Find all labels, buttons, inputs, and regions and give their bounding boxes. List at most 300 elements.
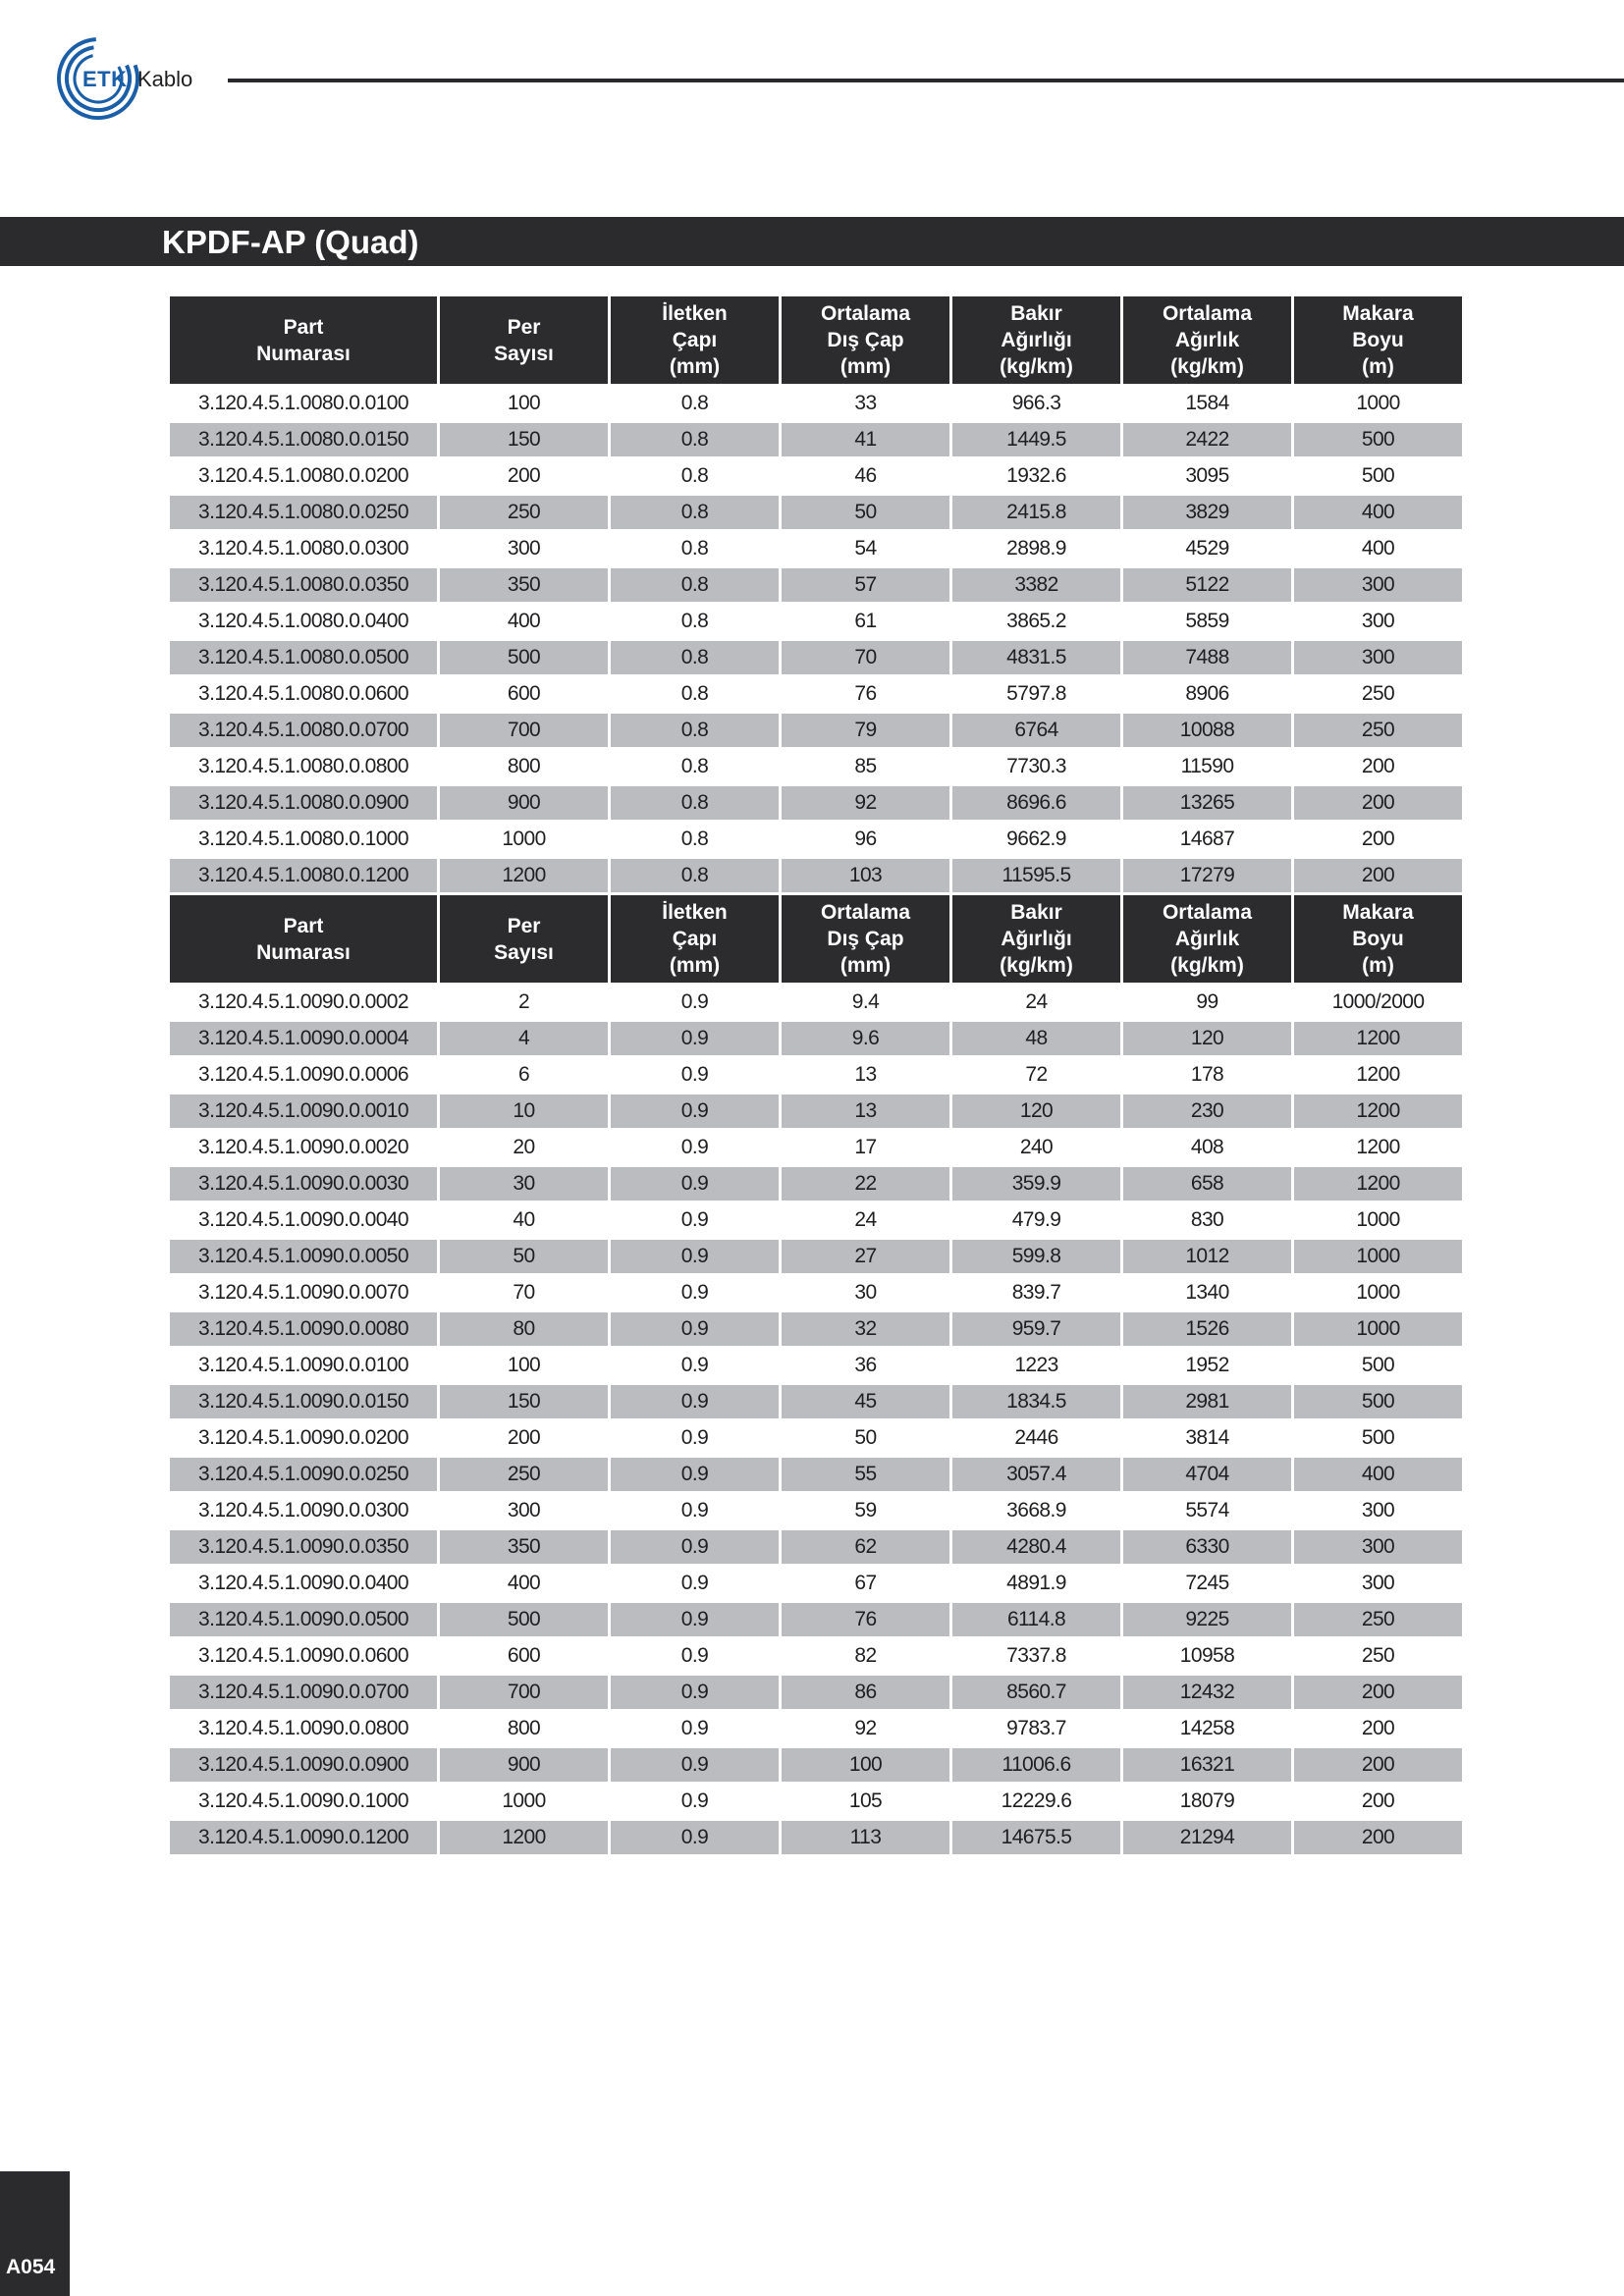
- table-cell: 1000: [1356, 1208, 1400, 1231]
- table-cell: 3057.4: [952, 1458, 1120, 1491]
- table-cell: 100: [507, 1354, 541, 1376]
- table-cell: 0.9: [611, 1603, 779, 1636]
- table-cell: 800: [507, 1717, 541, 1739]
- table-cell: 2415.8: [952, 496, 1120, 529]
- table-cell: 200: [507, 1426, 541, 1449]
- table-cell: 658: [1123, 1167, 1291, 1201]
- table-cell: 59: [854, 1499, 877, 1522]
- table-row: [170, 423, 1462, 456]
- table-cell: 3.120.4.5.1.0080.0.0200: [198, 464, 408, 487]
- brand-kablo: Kablo: [137, 67, 193, 91]
- table-cell: 600: [507, 1644, 541, 1667]
- table-row: [170, 1276, 1462, 1309]
- table-cell: 62: [782, 1530, 949, 1564]
- table-cell: 10958: [1179, 1644, 1235, 1667]
- table-cell: 240: [1019, 1136, 1054, 1158]
- table-cell: 350: [440, 1530, 608, 1564]
- table-cell: 36: [854, 1354, 877, 1376]
- table-cell: 10: [440, 1095, 608, 1128]
- table-row: [170, 750, 1462, 783]
- table-cell: 8906: [1185, 682, 1229, 705]
- table-cell: 3865.2: [1006, 610, 1066, 632]
- table-cell: 3.120.4.5.1.0090.0.0900: [170, 1748, 437, 1782]
- table-cell: 1952: [1185, 1354, 1229, 1376]
- table-cell: 33: [854, 392, 877, 414]
- table-cell: 0.9: [680, 1499, 709, 1522]
- table-cell: 900: [440, 786, 608, 820]
- table-cell: 0.9: [680, 1063, 709, 1086]
- table-cell: 2446: [1014, 1426, 1058, 1449]
- table-header-row: [170, 895, 1462, 983]
- table-cell: 3.120.4.5.1.0080.0.0600: [198, 682, 408, 705]
- table-row: [170, 1240, 1462, 1273]
- table-cell: 966.3: [1011, 392, 1061, 414]
- table-cell: 3.120.4.5.1.0090.0.1000: [198, 1789, 408, 1812]
- table-cell: 830: [1190, 1208, 1224, 1231]
- table-cell: 100: [782, 1748, 949, 1782]
- table-cell: 1200: [1294, 1167, 1462, 1201]
- table-cell: 22: [782, 1167, 949, 1201]
- table-cell: 3.120.4.5.1.0080.0.0250: [170, 496, 437, 529]
- table-cell: 0.9: [680, 990, 709, 1013]
- table-cell: 70: [782, 641, 949, 674]
- column-header-line: (mm): [839, 355, 892, 378]
- table-cell: 200: [507, 464, 541, 487]
- page-title: KPDF-AP (Quad): [162, 224, 419, 260]
- table-cell: 200: [1361, 1789, 1395, 1812]
- table-cell: 1000: [1294, 1240, 1462, 1273]
- table-cell: 3829: [1123, 496, 1291, 529]
- table-cell: 5797.8: [1006, 682, 1066, 705]
- column-header-line: Boyu: [1352, 329, 1404, 351]
- table-cell: 1449.5: [952, 423, 1120, 456]
- table-row: [170, 496, 1462, 529]
- table-cell: 0.9: [611, 1676, 779, 1709]
- table-cell: 76: [782, 1603, 949, 1636]
- table-cell: 0.9: [680, 1572, 709, 1594]
- table-cell: 120: [952, 1095, 1120, 1128]
- table-row: [170, 1095, 1462, 1128]
- table-cell: 2: [517, 990, 530, 1013]
- table-row: [170, 1349, 1462, 1382]
- table-cell: 0.9: [680, 1281, 709, 1304]
- table-cell: 1200: [440, 1821, 608, 1854]
- column-header-line: Numarası: [256, 342, 351, 365]
- column-header: [1294, 895, 1462, 983]
- table-cell: 5574: [1185, 1499, 1229, 1522]
- table-cell: 0.9: [611, 1530, 779, 1564]
- table-row: [170, 1167, 1462, 1201]
- table-cell: 9783.7: [1006, 1717, 1066, 1739]
- table-cell: 18079: [1179, 1789, 1235, 1812]
- table-cell: 1200: [1294, 1022, 1462, 1055]
- table-cell: 1200: [1356, 1063, 1400, 1086]
- header-rule: [228, 79, 1624, 82]
- table-cell: 6114.8: [952, 1603, 1120, 1636]
- table-cell: 61: [854, 610, 877, 632]
- table-cell: 0.9: [611, 1022, 779, 1055]
- table-cell: 1200: [440, 859, 608, 892]
- table-cell: 10088: [1123, 714, 1291, 747]
- table-cell: 178: [1190, 1063, 1224, 1086]
- table-cell: 3.120.4.5.1.0090.0.0020: [198, 1136, 408, 1158]
- column-header-line: İletken: [662, 901, 728, 924]
- table-cell: 76: [854, 682, 877, 705]
- table-cell: 400: [507, 610, 541, 632]
- column-header-line: Dış Çap: [827, 329, 904, 351]
- table-cell: 3382: [952, 568, 1120, 602]
- table-cell: 0.8: [611, 423, 779, 456]
- table-cell: 1584: [1185, 392, 1229, 414]
- table-cell: 0.9: [680, 1136, 709, 1158]
- table-cell: 2898.9: [1006, 537, 1066, 560]
- table-cell: 0.8: [680, 682, 709, 705]
- table-cell: 3.120.4.5.1.0080.0.0800: [198, 755, 408, 777]
- table-cell: 359.9: [952, 1167, 1120, 1201]
- column-header: [952, 296, 1120, 384]
- table-cell: 0.9: [611, 1167, 779, 1201]
- table-cell: 3.120.4.5.1.0080.0.0100: [198, 392, 408, 414]
- table-cell: 30: [440, 1167, 608, 1201]
- table-cell: 3.120.4.5.1.0090.0.0700: [170, 1676, 437, 1709]
- table-cell: 300: [507, 1499, 541, 1522]
- table-cell: 3668.9: [1006, 1499, 1066, 1522]
- column-header: [952, 895, 1120, 983]
- table-cell: 200: [1294, 859, 1462, 892]
- table-cell: 3.120.4.5.1.0080.0.0700: [170, 714, 437, 747]
- table-cell: 120: [1123, 1022, 1291, 1055]
- column-header-line: (kg/km): [1170, 355, 1244, 378]
- table-cell: 7488: [1123, 641, 1291, 674]
- table-cell: 72: [1025, 1063, 1048, 1086]
- column-header: [440, 895, 608, 983]
- table-cell: 92: [782, 786, 949, 820]
- table-cell: 150: [440, 423, 608, 456]
- table-row: [170, 714, 1462, 747]
- table-cell: 1834.5: [952, 1385, 1120, 1418]
- table-cell: 3814: [1185, 1426, 1229, 1449]
- table-cell: 150: [440, 1385, 608, 1418]
- table-cell: 21294: [1123, 1821, 1291, 1854]
- table-cell: 6330: [1123, 1530, 1291, 1564]
- table-cell: 500: [440, 1603, 608, 1636]
- table-cell: 0.9: [680, 1644, 709, 1667]
- table-cell: 3.120.4.5.1.0080.0.0500: [170, 641, 437, 674]
- table-cell: 0.8: [611, 786, 779, 820]
- table-cell: 17: [854, 1136, 877, 1158]
- table-cell: 1000: [1356, 392, 1400, 414]
- table-cell: 40: [513, 1208, 535, 1231]
- table-cell: 80: [440, 1312, 608, 1346]
- table-cell: 4704: [1123, 1458, 1291, 1491]
- table-cell: 3.120.4.5.1.0090.0.0400: [198, 1572, 408, 1594]
- table-cell: 200: [1294, 1676, 1462, 1709]
- column-header-line: (kg/km): [1000, 954, 1073, 977]
- table-cell: 8696.6: [952, 786, 1120, 820]
- table-cell: 1000: [1356, 1281, 1400, 1304]
- table-cell: 55: [782, 1458, 949, 1491]
- table-cell: 11595.5: [952, 859, 1120, 892]
- table-cell: 800: [507, 755, 541, 777]
- table-cell: 3.120.4.5.1.0090.0.0002: [198, 990, 408, 1013]
- table-cell: 3.120.4.5.1.0090.0.0070: [198, 1281, 408, 1304]
- table-cell: 0.8: [680, 537, 709, 560]
- table-cell: 3.120.4.5.1.0090.0.0150: [170, 1385, 437, 1418]
- table-cell: 200: [1294, 1748, 1462, 1782]
- table-cell: 3.120.4.5.1.0090.0.0100: [198, 1354, 408, 1376]
- table-cell: 32: [782, 1312, 949, 1346]
- table-cell: 7245: [1185, 1572, 1229, 1594]
- table-row: [170, 823, 1462, 856]
- table-row: [170, 677, 1462, 711]
- column-header-line: Per: [507, 914, 541, 937]
- column-header-line: Ortalama: [1162, 901, 1253, 924]
- table-row: [170, 1603, 1462, 1636]
- table-row: [170, 1785, 1462, 1818]
- column-header-line: Ağırlık: [1174, 329, 1240, 351]
- table-cell: 1012: [1123, 1240, 1291, 1273]
- table-cell: 4831.5: [952, 641, 1120, 674]
- table-cell: 113: [782, 1821, 949, 1854]
- table-cell: 1200: [1294, 1095, 1462, 1128]
- table-row: [170, 1203, 1462, 1237]
- page-number-tab: [0, 2171, 70, 2296]
- table-cell: 200: [1361, 755, 1395, 777]
- table-cell: 4891.9: [1006, 1572, 1066, 1594]
- table-cell: 45: [782, 1385, 949, 1418]
- column-header-line: Part: [283, 914, 324, 937]
- table-cell: 0.8: [611, 641, 779, 674]
- column-header: [611, 895, 779, 983]
- table-cell: 99: [1196, 990, 1218, 1013]
- table-cell: 50: [854, 1426, 877, 1449]
- table-cell: 12229.6: [1001, 1789, 1072, 1812]
- table-cell: 0.9: [611, 1385, 779, 1418]
- table-cell: 14687: [1179, 828, 1235, 850]
- table-cell: 250: [1294, 1603, 1462, 1636]
- table-cell: 6764: [952, 714, 1120, 747]
- table-cell: 0.9: [680, 1208, 709, 1231]
- table-cell: 1000: [502, 1789, 546, 1812]
- table-cell: 50: [440, 1240, 608, 1273]
- table-cell: 300: [507, 537, 541, 560]
- table-cell: 17279: [1123, 859, 1291, 892]
- table-cell: 250: [1294, 714, 1462, 747]
- table-cell: 3.120.4.5.1.0090.0.0080: [170, 1312, 437, 1346]
- table-cell: 1200: [1356, 1136, 1400, 1158]
- table-row: [170, 1312, 1462, 1346]
- table-cell: 3.120.4.5.1.0090.0.0250: [170, 1458, 437, 1491]
- table-cell: 300: [1294, 1530, 1462, 1564]
- spec-table-body: [170, 296, 1462, 1854]
- column-header: [1123, 895, 1291, 983]
- table-cell: 350: [440, 568, 608, 602]
- column-header-line: Bakır: [1010, 302, 1062, 325]
- table-row: [170, 1639, 1462, 1673]
- table-row: [170, 1530, 1462, 1564]
- table-cell: 230: [1123, 1095, 1291, 1128]
- column-header-line: (kg/km): [1170, 954, 1244, 977]
- table-row: [170, 1022, 1462, 1055]
- table-cell: 24: [854, 1208, 877, 1231]
- table-cell: 0.8: [611, 714, 779, 747]
- column-header-line: (mm): [839, 954, 892, 977]
- table-cell: 2422: [1123, 423, 1291, 456]
- table-cell: 1340: [1185, 1281, 1229, 1304]
- column-header-line: (mm): [669, 954, 721, 977]
- table-row: [170, 1676, 1462, 1709]
- column-header-line: Part: [283, 315, 324, 339]
- table-cell: 300: [1361, 1572, 1395, 1594]
- table-row: [170, 568, 1462, 602]
- table-cell: 79: [782, 714, 949, 747]
- table-cell: 82: [854, 1644, 877, 1667]
- table-cell: 0.8: [680, 828, 709, 850]
- table-cell: 300: [1294, 568, 1462, 602]
- table-cell: 41: [782, 423, 949, 456]
- table-cell: 50: [782, 496, 949, 529]
- table-cell: 500: [1361, 1354, 1395, 1376]
- column-header-line: Makara: [1342, 901, 1414, 924]
- table-cell: 1000: [502, 828, 546, 850]
- table-cell: 250: [440, 496, 608, 529]
- table-cell: 0.9: [680, 1354, 709, 1376]
- table-cell: 4529: [1185, 537, 1229, 560]
- table-cell: 13: [854, 1063, 877, 1086]
- table-cell: 599.8: [952, 1240, 1120, 1273]
- table-cell: 500: [1361, 1426, 1395, 1449]
- table-cell: 3095: [1185, 464, 1229, 487]
- table-cell: 0.9: [611, 1095, 779, 1128]
- table-cell: 3.120.4.5.1.0090.0.0200: [198, 1426, 408, 1449]
- table-row: [170, 605, 1462, 638]
- table-cell: 30: [854, 1281, 877, 1304]
- table-cell: 85: [854, 755, 877, 777]
- table-cell: 3.120.4.5.1.0090.0.0050: [170, 1240, 437, 1273]
- table-cell: 0.8: [680, 755, 709, 777]
- column-header-line: (mm): [669, 355, 721, 378]
- table-cell: 250: [1361, 682, 1395, 705]
- table-cell: 200: [1294, 786, 1462, 820]
- table-cell: 500: [1361, 464, 1395, 487]
- column-header-line: Ortalama: [820, 901, 911, 924]
- table-cell: 0.8: [611, 568, 779, 602]
- table-cell: 700: [440, 714, 608, 747]
- table-cell: 16321: [1123, 1748, 1291, 1782]
- table-cell: 46: [854, 464, 877, 487]
- table-cell: 100: [507, 392, 541, 414]
- table-cell: 0.9: [680, 1717, 709, 1739]
- column-header: [782, 895, 949, 983]
- column-header-line: (m): [1362, 954, 1394, 977]
- column-header: [611, 296, 779, 384]
- table-cell: 3.120.4.5.1.0080.0.1000: [198, 828, 408, 850]
- table-cell: 0.9: [611, 1240, 779, 1273]
- column-header-line: Numarası: [256, 940, 351, 964]
- table-row: [170, 387, 1462, 420]
- table-cell: 3.120.4.5.1.0090.0.0500: [170, 1603, 437, 1636]
- column-header-line: Bakır: [1010, 901, 1062, 924]
- table-row: [170, 532, 1462, 565]
- table-row: [170, 1385, 1462, 1418]
- table-cell: 3.120.4.5.1.0090.0.0006: [198, 1063, 408, 1086]
- column-header-line: Ağırlık: [1174, 928, 1240, 950]
- title-bar: [0, 217, 1624, 266]
- table-cell: 12432: [1123, 1676, 1291, 1709]
- table-cell: 0.9: [680, 1426, 709, 1449]
- table-cell: 1000: [1294, 1312, 1462, 1346]
- table-cell: 900: [440, 1748, 608, 1782]
- table-cell: 11590: [1180, 755, 1234, 777]
- table-cell: 20: [513, 1136, 535, 1158]
- table-cell: 7337.8: [1006, 1644, 1066, 1667]
- table-cell: 300: [1361, 610, 1395, 632]
- column-header-line: Çapı: [672, 329, 718, 351]
- table-cell: 0.9: [680, 1789, 709, 1812]
- column-header-line: Ortalama: [1162, 302, 1253, 325]
- table-cell: 0.9: [611, 1458, 779, 1491]
- table-cell: 24: [1025, 990, 1048, 1013]
- page-number: A054: [6, 2256, 56, 2278]
- table-row: [170, 1131, 1462, 1164]
- table-cell: 0.8: [680, 610, 709, 632]
- column-header-line: Ağırlığı: [1001, 329, 1072, 351]
- table-cell: 0.9: [611, 1312, 779, 1346]
- table-cell: 600: [507, 682, 541, 705]
- table-row: [170, 1058, 1462, 1092]
- table-cell: 3.120.4.5.1.0090.0.0350: [170, 1530, 437, 1564]
- column-header-line: Per: [507, 315, 541, 339]
- column-header: [170, 296, 437, 384]
- column-header-line: (kg/km): [1000, 355, 1073, 378]
- table-cell: 300: [1361, 1499, 1395, 1522]
- table-row: [170, 1748, 1462, 1782]
- table-cell: 54: [854, 537, 877, 560]
- column-header-line: (m): [1362, 355, 1394, 378]
- table-cell: 0.8: [611, 859, 779, 892]
- column-header: [1294, 296, 1462, 384]
- table-cell: 959.7: [952, 1312, 1120, 1346]
- table-cell: 0.8: [680, 392, 709, 414]
- table-cell: 9.4: [851, 990, 880, 1013]
- table-cell: 105: [848, 1789, 883, 1812]
- table-cell: 70: [513, 1281, 535, 1304]
- table-header-row: [170, 296, 1462, 384]
- table-cell: 500: [1294, 423, 1462, 456]
- table-cell: 5122: [1123, 568, 1291, 602]
- table-cell: 408: [1190, 1136, 1224, 1158]
- table-cell: 3.120.4.5.1.0090.0.0040: [198, 1208, 408, 1231]
- table-row: [170, 1458, 1462, 1491]
- table-cell: 14675.5: [952, 1821, 1120, 1854]
- table-cell: 27: [782, 1240, 949, 1273]
- etk-kablo-logo: [53, 35, 220, 124]
- table-cell: 400: [1294, 496, 1462, 529]
- table-cell: 3.120.4.5.1.0090.0.0300: [198, 1499, 408, 1522]
- brand-etk: ETK: [82, 67, 128, 91]
- table-row: [170, 786, 1462, 820]
- table-cell: 400: [1361, 537, 1395, 560]
- table-cell: 3.120.4.5.1.0090.0.0010: [170, 1095, 437, 1128]
- table-cell: 500: [1294, 1385, 1462, 1418]
- table-cell: 3.120.4.5.1.0080.0.1200: [170, 859, 437, 892]
- table-row: [170, 1567, 1462, 1600]
- table-cell: 500: [440, 641, 608, 674]
- table-cell: 7730.3: [1006, 755, 1066, 777]
- table-cell: 839.7: [1011, 1281, 1061, 1304]
- table-cell: 400: [507, 1572, 541, 1594]
- table-cell: 13: [782, 1095, 949, 1128]
